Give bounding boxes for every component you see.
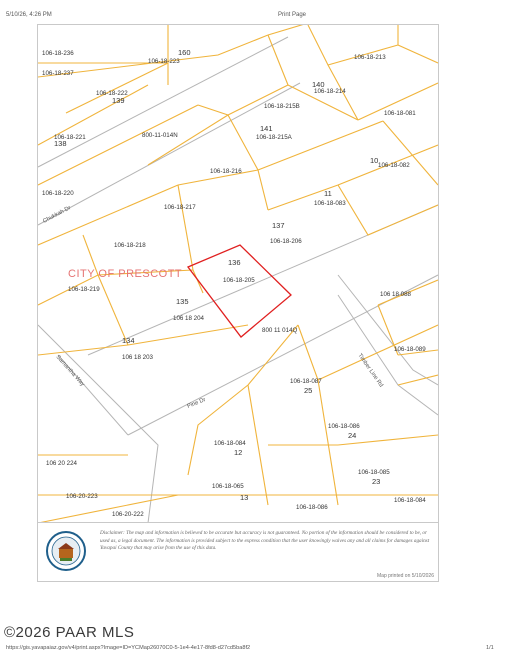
copyright-notice: ©2026 PAAR MLS — [4, 624, 135, 641]
parcel-label: 106-18-215B — [264, 103, 300, 110]
parcel-label: 106-18-218 — [114, 242, 146, 249]
lot-number: 160 — [178, 48, 191, 57]
parcel-label: 106-18-065 — [212, 483, 244, 490]
parcel-label: 106-18-215A — [256, 134, 292, 141]
print-datetime: 5/10/26, 4:26 PM — [6, 12, 52, 18]
parcel-label: 106-18-089 — [394, 346, 426, 353]
lot-number: 24 — [348, 431, 357, 440]
parcel-label: 106-18-222 — [96, 90, 128, 97]
parcel-label: 106-18-081 — [384, 110, 416, 117]
parcel-label: 106-18-205 — [223, 277, 255, 284]
lot-number: 140 — [312, 80, 325, 89]
page-number: 1/1 — [486, 645, 494, 651]
parcel-label: 106 18 088 — [380, 291, 411, 298]
parcel-label: 106-18-085 — [358, 469, 390, 476]
parcel-label: 106-18-213 — [354, 54, 386, 61]
county-seal-icon — [46, 531, 86, 571]
parcel-label: 106-18-220 — [42, 190, 74, 197]
lot-number: 137 — [272, 221, 285, 230]
parcel-label: 106-18-087 — [290, 378, 322, 385]
lot-number: 135 — [176, 297, 189, 306]
parcel-label: 106-18-217 — [164, 204, 196, 211]
footer-url[interactable]: https://gis.yavapaiaz.gov/v4/print.aspx?Image=ID=YCMap26070C0-5-1e4-4e17-8fd8-d27cd5ba8f2 — [6, 645, 251, 651]
lot-number: 12 — [234, 448, 243, 457]
parcel-map-canvas — [38, 25, 438, 523]
lot-number: 139 — [112, 96, 125, 105]
parcel-label: 106-18-221 — [54, 134, 86, 141]
parcel-label: 106-18-216 — [210, 168, 242, 175]
parcel-label: 106-18-223 — [148, 58, 180, 65]
lot-number: 136 — [228, 258, 241, 267]
parcel-label: 106-18-214 — [314, 88, 346, 95]
city-label: CITY OF PRESCOTT — [68, 268, 183, 280]
lot-number: 11 — [324, 189, 332, 198]
lot-number: 134 — [122, 336, 135, 345]
parcel-label: 800 11 014Q — [262, 327, 298, 334]
parcel-label: 106-18-219 — [68, 286, 100, 293]
lot-number: 10 — [370, 156, 379, 165]
road-label-pine: Pine Dr — [186, 397, 207, 410]
parcel-label: 106-18-084 — [394, 497, 426, 504]
parcel-label: 106-18-206 — [270, 238, 302, 245]
road-label-chukkah: Chukkah Dr — [42, 205, 72, 225]
parcel-label: 106-20-223 — [66, 493, 98, 500]
lot-number: 13 — [240, 493, 249, 502]
road-label-timber-line: Timber Line Rd — [356, 352, 384, 389]
road-label-samantha: Samantha Way — [54, 354, 86, 388]
parcel-label: 106-18-236 — [42, 50, 74, 57]
parcel-label: 106-18-084 — [214, 440, 246, 447]
disclaimer-text: Disclaimer: The map and information is believed to be accurate but accuracy is not guaranteed. No portion of the information should be considered to be, or used as, a legal document. The information is provided subject to the express condition that the user knowingly waives any and all claims for damages against Yavapai County that may arise from the use of this data. — [100, 530, 430, 552]
parcel-label: 106 18 203 — [122, 354, 153, 361]
parcel-label: 106-20-222 — [112, 511, 144, 518]
parcel-label: 800-11-014N — [142, 132, 178, 139]
lot-number: 23 — [372, 477, 381, 486]
parcel-label: 106-18-083 — [314, 200, 346, 207]
parcel-label: 106-18-086 — [296, 504, 328, 511]
lot-number: 138 — [54, 139, 67, 148]
disclaimer-panel — [37, 522, 439, 582]
parcel-label: 106-18-237 — [42, 70, 74, 77]
parcel-label: 106-18-082 — [378, 162, 410, 169]
parcel-label: 106 20 224 — [46, 460, 77, 467]
parcel-label: 106-18-086 — [328, 423, 360, 430]
lot-number: 25 — [304, 386, 313, 395]
lot-number: 141 — [260, 124, 273, 133]
map-printed-date: Map printed on 5/10/2026 — [377, 573, 434, 579]
parcel-label: 106 18 204 — [173, 315, 204, 322]
page-title: Print Page — [278, 12, 307, 18]
parcel-map[interactable] — [37, 24, 439, 524]
